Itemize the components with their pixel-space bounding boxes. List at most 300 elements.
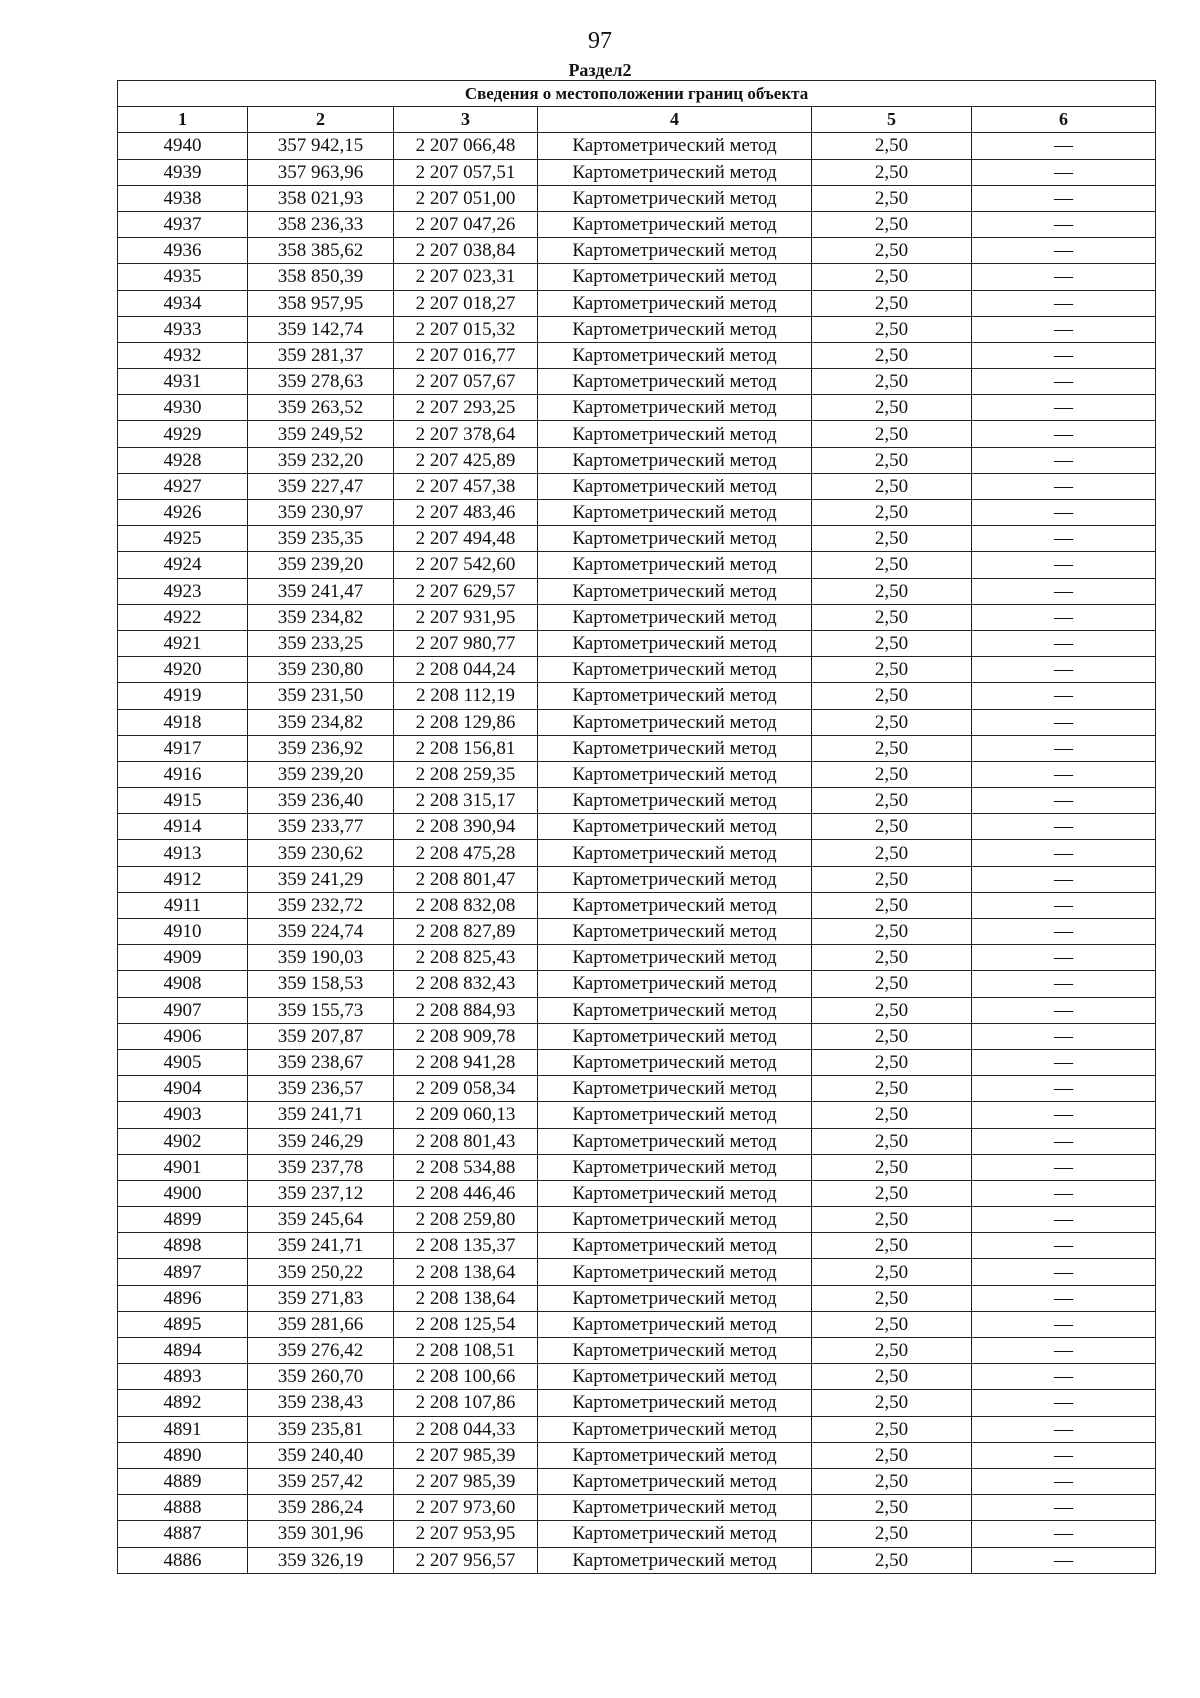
y-coordinate-cell: 2 207 038,84 [394,238,538,264]
table-row [118,709,1156,735]
method-cell: Картометрический метод [538,919,812,945]
x-coordinate-cell: 359 235,81 [248,1416,394,1442]
x-coordinate-cell: 359 263,52 [248,395,394,421]
x-coordinate-cell: 359 276,42 [248,1338,394,1364]
y-coordinate-cell: 2 208 135,37 [394,1233,538,1259]
accuracy-cell: 2,50 [812,657,972,683]
method-cell: Картометрический метод [538,683,812,709]
description-cell: — [972,159,1156,185]
y-coordinate-cell: 2 208 801,43 [394,1128,538,1154]
table-row [118,290,1156,316]
point-number-cell: 4938 [118,185,248,211]
point-number-cell: 4934 [118,290,248,316]
method-cell: Картометрический метод [538,1364,812,1390]
description-cell: — [972,1128,1156,1154]
description-cell: — [972,526,1156,552]
point-number-cell: 4904 [118,1076,248,1102]
table-row [118,1521,1156,1547]
accuracy-cell: 2,50 [812,473,972,499]
point-number-cell: 4940 [118,133,248,159]
description-cell: — [972,447,1156,473]
accuracy-cell: 2,50 [812,1364,972,1390]
table-row [118,159,1156,185]
point-number-cell: 4891 [118,1416,248,1442]
description-cell: — [972,1285,1156,1311]
description-cell: — [972,290,1156,316]
description-cell: — [972,1207,1156,1233]
point-number-cell: 4929 [118,421,248,447]
method-cell: Картометрический метод [538,1023,812,1049]
accuracy-cell: 2,50 [812,788,972,814]
y-coordinate-cell: 2 208 156,81 [394,735,538,761]
table-row [118,814,1156,840]
table-row [118,945,1156,971]
y-coordinate-cell: 2 208 475,28 [394,840,538,866]
x-coordinate-cell: 359 249,52 [248,421,394,447]
point-number-cell: 4924 [118,552,248,578]
x-coordinate-cell: 359 230,62 [248,840,394,866]
point-number-cell: 4889 [118,1468,248,1494]
y-coordinate-cell: 2 208 044,24 [394,657,538,683]
x-coordinate-cell: 359 238,43 [248,1390,394,1416]
description-cell: — [972,185,1156,211]
point-number-cell: 4892 [118,1390,248,1416]
table-row [118,919,1156,945]
point-number-cell: 4887 [118,1521,248,1547]
y-coordinate-cell: 2 207 629,57 [394,578,538,604]
point-number-cell: 4905 [118,1049,248,1075]
description-cell: — [972,1442,1156,1468]
y-coordinate-cell: 2 207 057,67 [394,369,538,395]
description-cell: — [972,1076,1156,1102]
accuracy-cell: 2,50 [812,840,972,866]
y-coordinate-cell: 2 209 058,34 [394,1076,538,1102]
x-coordinate-cell: 359 230,97 [248,500,394,526]
accuracy-cell: 2,50 [812,1521,972,1547]
method-cell: Картометрический метод [538,1285,812,1311]
description-cell: — [972,342,1156,368]
accuracy-cell: 2,50 [812,1233,972,1259]
point-number-cell: 4900 [118,1180,248,1206]
method-cell: Картометрический метод [538,159,812,185]
y-coordinate-cell: 2 208 446,46 [394,1180,538,1206]
method-cell: Картометрический метод [538,578,812,604]
table-row [118,892,1156,918]
y-coordinate-cell: 2 208 129,86 [394,709,538,735]
x-coordinate-cell: 359 286,24 [248,1495,394,1521]
accuracy-cell: 2,50 [812,971,972,997]
y-coordinate-cell: 2 207 016,77 [394,342,538,368]
method-cell: Картометрический метод [538,211,812,237]
description-cell: — [972,552,1156,578]
point-number-cell: 4888 [118,1495,248,1521]
method-cell: Картометрический метод [538,1468,812,1494]
x-coordinate-cell: 359 236,40 [248,788,394,814]
y-coordinate-cell: 2 208 138,64 [394,1259,538,1285]
x-coordinate-cell: 359 236,92 [248,735,394,761]
point-number-cell: 4921 [118,630,248,656]
column-header: 5 [812,107,972,133]
description-cell: — [972,997,1156,1023]
y-coordinate-cell: 2 208 801,47 [394,866,538,892]
y-coordinate-cell: 2 207 931,95 [394,604,538,630]
point-number-cell: 4911 [118,892,248,918]
table-row [118,578,1156,604]
y-coordinate-cell: 2 207 066,48 [394,133,538,159]
description-cell: — [972,1547,1156,1573]
method-cell: Картометрический метод [538,1076,812,1102]
accuracy-cell: 2,50 [812,709,972,735]
y-coordinate-cell: 2 208 044,33 [394,1416,538,1442]
description-cell: — [972,814,1156,840]
method-cell: Картометрический метод [538,840,812,866]
table-row [118,630,1156,656]
point-number-cell: 4896 [118,1285,248,1311]
point-number-cell: 4910 [118,919,248,945]
method-cell: Картометрический метод [538,238,812,264]
y-coordinate-cell: 2 208 909,78 [394,1023,538,1049]
accuracy-cell: 2,50 [812,814,972,840]
y-coordinate-cell: 2 209 060,13 [394,1102,538,1128]
method-cell: Картометрический метод [538,500,812,526]
accuracy-cell: 2,50 [812,683,972,709]
description-cell: — [972,866,1156,892]
x-coordinate-cell: 359 237,78 [248,1154,394,1180]
description-cell: — [972,578,1156,604]
point-number-cell: 4907 [118,997,248,1023]
description-cell: — [972,473,1156,499]
point-number-cell: 4935 [118,264,248,290]
point-number-cell: 4895 [118,1311,248,1337]
method-cell: Картометрический метод [538,185,812,211]
accuracy-cell: 2,50 [812,211,972,237]
x-coordinate-cell: 359 246,29 [248,1128,394,1154]
y-coordinate-cell: 2 208 112,19 [394,683,538,709]
table-row [118,1128,1156,1154]
y-coordinate-cell: 2 207 057,51 [394,159,538,185]
boundary-coordinates-table [117,80,1156,1574]
y-coordinate-cell: 2 207 293,25 [394,395,538,421]
table-row [118,133,1156,159]
y-coordinate-cell: 2 207 051,00 [394,185,538,211]
x-coordinate-cell: 359 207,87 [248,1023,394,1049]
point-number-cell: 4893 [118,1364,248,1390]
y-coordinate-cell: 2 208 832,43 [394,971,538,997]
method-cell: Картометрический метод [538,316,812,342]
x-coordinate-cell: 358 957,95 [248,290,394,316]
x-coordinate-cell: 359 155,73 [248,997,394,1023]
accuracy-cell: 2,50 [812,604,972,630]
table-row [118,264,1156,290]
method-cell: Картометрический метод [538,473,812,499]
method-cell: Картометрический метод [538,1416,812,1442]
method-cell: Картометрический метод [538,814,812,840]
table-row [118,1495,1156,1521]
accuracy-cell: 2,50 [812,1468,972,1494]
y-coordinate-cell: 2 208 259,80 [394,1207,538,1233]
table-row [118,1102,1156,1128]
description-cell: — [972,1233,1156,1259]
x-coordinate-cell: 359 232,72 [248,892,394,918]
x-coordinate-cell: 358 385,62 [248,238,394,264]
accuracy-cell: 2,50 [812,1495,972,1521]
point-number-cell: 4932 [118,342,248,368]
y-coordinate-cell: 2 207 018,27 [394,290,538,316]
table-row [118,342,1156,368]
x-coordinate-cell: 359 158,53 [248,971,394,997]
table-row [118,552,1156,578]
method-cell: Картометрический метод [538,1207,812,1233]
accuracy-cell: 2,50 [812,1390,972,1416]
description-cell: — [972,1390,1156,1416]
method-cell: Картометрический метод [538,447,812,473]
method-cell: Картометрический метод [538,1442,812,1468]
description-cell: — [972,1338,1156,1364]
point-number-cell: 4933 [118,316,248,342]
x-coordinate-cell: 358 850,39 [248,264,394,290]
method-cell: Картометрический метод [538,1233,812,1259]
table-row [118,788,1156,814]
description-cell: — [972,1416,1156,1442]
table-row [118,421,1156,447]
y-coordinate-cell: 2 208 941,28 [394,1049,538,1075]
table-row [118,735,1156,761]
method-cell: Картометрический метод [538,866,812,892]
accuracy-cell: 2,50 [812,945,972,971]
table-row [118,447,1156,473]
table-row [118,1416,1156,1442]
y-coordinate-cell: 2 208 827,89 [394,919,538,945]
x-coordinate-cell: 359 278,63 [248,369,394,395]
description-cell: — [972,630,1156,656]
accuracy-cell: 2,50 [812,1180,972,1206]
method-cell: Картометрический метод [538,421,812,447]
table-row [118,1285,1156,1311]
point-number-cell: 4912 [118,866,248,892]
x-coordinate-cell: 359 234,82 [248,604,394,630]
description-cell: — [972,1521,1156,1547]
point-number-cell: 4917 [118,735,248,761]
accuracy-cell: 2,50 [812,1547,972,1573]
table-row [118,997,1156,1023]
x-coordinate-cell: 358 236,33 [248,211,394,237]
x-coordinate-cell: 359 260,70 [248,1364,394,1390]
table-row [118,1154,1156,1180]
table-row [118,683,1156,709]
method-cell: Картометрический метод [538,369,812,395]
table-row [118,1233,1156,1259]
description-cell: — [972,316,1156,342]
x-coordinate-cell: 359 271,83 [248,1285,394,1311]
point-number-cell: 4890 [118,1442,248,1468]
y-coordinate-cell: 2 208 107,86 [394,1390,538,1416]
y-coordinate-cell: 2 207 047,26 [394,211,538,237]
y-coordinate-cell: 2 208 125,54 [394,1311,538,1337]
column-header: 6 [972,107,1156,133]
y-coordinate-cell: 2 208 534,88 [394,1154,538,1180]
y-coordinate-cell: 2 208 884,93 [394,997,538,1023]
method-cell: Картометрический метод [538,788,812,814]
table-row [118,1338,1156,1364]
y-coordinate-cell: 2 208 315,17 [394,788,538,814]
point-number-cell: 4931 [118,369,248,395]
x-coordinate-cell: 359 239,20 [248,761,394,787]
x-coordinate-cell: 359 142,74 [248,316,394,342]
accuracy-cell: 2,50 [812,761,972,787]
x-coordinate-cell: 359 326,19 [248,1547,394,1573]
description-cell: — [972,840,1156,866]
x-coordinate-cell: 359 281,37 [248,342,394,368]
accuracy-cell: 2,50 [812,630,972,656]
page-number: 97 [588,28,612,54]
table-row [118,657,1156,683]
y-coordinate-cell: 2 208 138,64 [394,1285,538,1311]
x-coordinate-cell: 359 190,03 [248,945,394,971]
x-coordinate-cell: 359 234,82 [248,709,394,735]
description-cell: — [972,1259,1156,1285]
accuracy-cell: 2,50 [812,1338,972,1364]
y-coordinate-cell: 2 207 483,46 [394,500,538,526]
method-cell: Картометрический метод [538,997,812,1023]
accuracy-cell: 2,50 [812,159,972,185]
description-cell: — [972,1023,1156,1049]
point-number-cell: 4920 [118,657,248,683]
x-coordinate-cell: 359 241,47 [248,578,394,604]
accuracy-cell: 2,50 [812,447,972,473]
x-coordinate-cell: 358 021,93 [248,185,394,211]
table-row [118,500,1156,526]
point-number-cell: 4923 [118,578,248,604]
point-number-cell: 4925 [118,526,248,552]
y-coordinate-cell: 2 207 985,39 [394,1442,538,1468]
point-number-cell: 4899 [118,1207,248,1233]
description-cell: — [972,604,1156,630]
table-row [118,1180,1156,1206]
method-cell: Картометрический метод [538,971,812,997]
accuracy-cell: 2,50 [812,264,972,290]
method-cell: Картометрический метод [538,761,812,787]
point-number-cell: 4898 [118,1233,248,1259]
accuracy-cell: 2,50 [812,892,972,918]
accuracy-cell: 2,50 [812,1416,972,1442]
y-coordinate-cell: 2 207 015,32 [394,316,538,342]
accuracy-cell: 2,50 [812,735,972,761]
accuracy-cell: 2,50 [812,500,972,526]
accuracy-cell: 2,50 [812,1259,972,1285]
x-coordinate-cell: 359 241,71 [248,1102,394,1128]
description-cell: — [972,238,1156,264]
y-coordinate-cell: 2 207 956,57 [394,1547,538,1573]
method-cell: Картометрический метод [538,395,812,421]
column-header: 1 [118,107,248,133]
method-cell: Картометрический метод [538,552,812,578]
description-cell: — [972,892,1156,918]
y-coordinate-cell: 2 208 390,94 [394,814,538,840]
column-header: 2 [248,107,394,133]
table-caption-row [118,81,1156,107]
description-cell: — [972,264,1156,290]
accuracy-cell: 2,50 [812,421,972,447]
accuracy-cell: 2,50 [812,395,972,421]
y-coordinate-cell: 2 208 108,51 [394,1338,538,1364]
accuracy-cell: 2,50 [812,316,972,342]
accuracy-cell: 2,50 [812,238,972,264]
x-coordinate-cell: 359 241,29 [248,866,394,892]
accuracy-cell: 2,50 [812,552,972,578]
table-row [118,185,1156,211]
method-cell: Картометрический метод [538,945,812,971]
description-cell: — [972,1468,1156,1494]
method-cell: Картометрический метод [538,1128,812,1154]
method-cell: Картометрический метод [538,735,812,761]
table-row [118,1364,1156,1390]
method-cell: Картометрический метод [538,1390,812,1416]
method-cell: Картометрический метод [538,1102,812,1128]
accuracy-cell: 2,50 [812,1207,972,1233]
table-row [118,1076,1156,1102]
y-coordinate-cell: 2 207 542,60 [394,552,538,578]
table-row [118,1259,1156,1285]
point-number-cell: 4886 [118,1547,248,1573]
point-number-cell: 4894 [118,1338,248,1364]
method-cell: Картометрический метод [538,526,812,552]
x-coordinate-cell: 359 236,57 [248,1076,394,1102]
method-cell: Картометрический метод [538,657,812,683]
section-title: Раздел2 [568,60,632,80]
y-coordinate-cell: 2 207 973,60 [394,1495,538,1521]
description-cell: — [972,1495,1156,1521]
accuracy-cell: 2,50 [812,1442,972,1468]
point-number-cell: 4939 [118,159,248,185]
table-row [118,238,1156,264]
point-number-cell: 4913 [118,840,248,866]
table-row [118,1442,1156,1468]
point-number-cell: 4908 [118,971,248,997]
x-coordinate-cell: 357 942,15 [248,133,394,159]
accuracy-cell: 2,50 [812,1102,972,1128]
x-coordinate-cell: 359 232,20 [248,447,394,473]
table-row [118,395,1156,421]
x-coordinate-cell: 359 245,64 [248,1207,394,1233]
accuracy-cell: 2,50 [812,578,972,604]
x-coordinate-cell: 359 224,74 [248,919,394,945]
method-cell: Картометрический метод [538,264,812,290]
table-row [118,369,1156,395]
table-row [118,1468,1156,1494]
accuracy-cell: 2,50 [812,1049,972,1075]
accuracy-cell: 2,50 [812,1285,972,1311]
x-coordinate-cell: 359 233,77 [248,814,394,840]
y-coordinate-cell: 2 207 378,64 [394,421,538,447]
point-number-cell: 4927 [118,473,248,499]
description-cell: — [972,1180,1156,1206]
method-cell: Картометрический метод [538,709,812,735]
description-cell: — [972,1102,1156,1128]
table-row [118,761,1156,787]
table-row [118,526,1156,552]
accuracy-cell: 2,50 [812,290,972,316]
point-number-cell: 4916 [118,761,248,787]
point-number-cell: 4928 [118,447,248,473]
accuracy-cell: 2,50 [812,369,972,395]
method-cell: Картометрический метод [538,1154,812,1180]
accuracy-cell: 2,50 [812,1076,972,1102]
point-number-cell: 4906 [118,1023,248,1049]
x-coordinate-cell: 359 240,40 [248,1442,394,1468]
description-cell: — [972,919,1156,945]
table-body [118,133,1156,1573]
method-cell: Картометрический метод [538,290,812,316]
